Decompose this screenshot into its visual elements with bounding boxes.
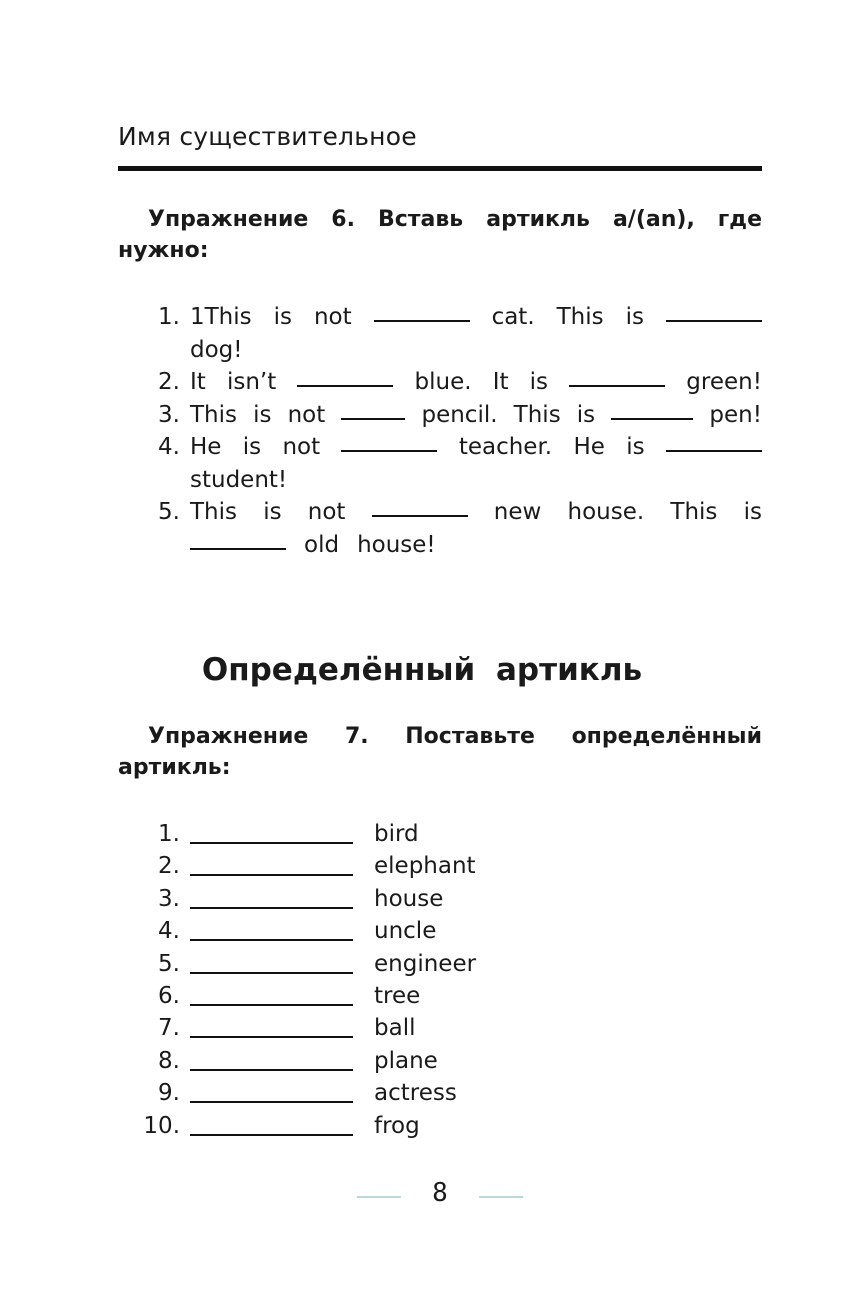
answer-blank[interactable]: [341, 417, 405, 420]
word: is: [743, 499, 762, 525]
exercise-6-title-line2: нужно:: [118, 238, 209, 263]
word: house!: [357, 531, 436, 558]
word: This: [513, 401, 561, 428]
running-head: Имя существительное: [118, 122, 417, 151]
exercise-6-title: [118, 204, 762, 266]
item-number: 4.: [158, 434, 180, 460]
item-number: 2.: [158, 853, 180, 880]
item-word: actress: [374, 1080, 457, 1107]
item-number: 6.: [158, 982, 180, 1009]
item-word: engineer: [374, 950, 477, 977]
answer-blank[interactable]: [374, 319, 470, 322]
answer-blank[interactable]: [190, 547, 286, 550]
word: is: [253, 401, 272, 428]
answer-blank[interactable]: [190, 907, 353, 909]
answer-blank[interactable]: [666, 449, 762, 452]
word: green!: [686, 369, 762, 395]
list-item: [118, 431, 762, 496]
item-word: house: [374, 885, 444, 912]
list-item: [118, 496, 762, 561]
word: not: [313, 304, 352, 330]
footer-dash-left: [357, 1196, 401, 1198]
item-word: frog: [374, 1112, 420, 1139]
answer-blank[interactable]: [190, 1069, 353, 1071]
list-item: [118, 366, 762, 399]
answer-blank[interactable]: [190, 874, 353, 876]
answer-blank[interactable]: [297, 384, 393, 387]
answer-blank[interactable]: [666, 319, 762, 322]
item-word: tree: [374, 982, 421, 1009]
answer-blank[interactable]: [190, 842, 353, 844]
item-word: uncle: [374, 918, 437, 945]
word: new: [493, 499, 542, 525]
exercise-6-list: [118, 301, 762, 561]
item-number: 4.: [158, 918, 180, 945]
word: old: [304, 531, 340, 558]
word: 1This: [190, 304, 252, 330]
answer-blank[interactable]: [569, 384, 665, 387]
word: He: [190, 434, 222, 460]
word: student!: [190, 466, 288, 493]
word: is: [242, 434, 262, 460]
exercise-7-title-line1: Упражнение 7. Поставьте определённый: [148, 724, 762, 749]
exercise-7-title-line2: артикль:: [118, 755, 231, 780]
item-number: 9.: [158, 1080, 180, 1107]
word: isn’t: [226, 369, 277, 395]
page-number: 8: [432, 1178, 448, 1208]
answer-blank[interactable]: [190, 1036, 353, 1038]
word: This: [556, 304, 604, 330]
word: This: [190, 401, 237, 428]
word: is: [529, 369, 549, 395]
page-footer: [0, 1178, 844, 1218]
word: It: [492, 369, 509, 395]
item-number: 3.: [158, 401, 180, 428]
item-number: 5.: [158, 950, 180, 977]
word: blue.: [414, 369, 472, 395]
word: This: [190, 499, 237, 525]
exercise-7-title: [118, 721, 762, 783]
answer-blank[interactable]: [190, 972, 353, 974]
item-number: 2.: [158, 369, 180, 395]
word: This: [670, 499, 718, 525]
word: He: [573, 434, 605, 460]
item-number: 8.: [158, 1047, 180, 1074]
list-item: [118, 301, 762, 366]
word: pen!: [709, 401, 762, 428]
item-word: elephant: [374, 853, 476, 880]
header-rule: [118, 166, 762, 171]
item-number: 3.: [158, 885, 180, 912]
word: is: [263, 499, 282, 525]
item-number: 1.: [158, 304, 180, 330]
word: house.: [567, 499, 645, 525]
item-number: 1.: [158, 821, 180, 847]
answer-blank[interactable]: [372, 514, 468, 517]
word: not: [287, 401, 326, 428]
word: is: [625, 304, 644, 330]
item-number: 5.: [158, 499, 180, 525]
answer-blank[interactable]: [190, 939, 353, 941]
item-word: bird: [374, 821, 419, 847]
word: teacher.: [458, 434, 553, 460]
answer-blank[interactable]: [341, 449, 437, 452]
item-number: 10.: [143, 1112, 180, 1139]
item-word: plane: [374, 1047, 438, 1074]
word: pencil.: [421, 401, 498, 428]
word: It: [190, 369, 206, 395]
word: cat.: [491, 304, 535, 330]
word: is: [626, 434, 645, 460]
word: not: [307, 499, 346, 525]
answer-blank[interactable]: [190, 1134, 353, 1136]
word: is: [273, 304, 292, 330]
exercise-6-title-line1: Упражнение 6. Вставь артикль a/(an), где: [148, 207, 762, 232]
list-item: [118, 399, 762, 432]
item-word: ball: [374, 1015, 416, 1042]
answer-blank[interactable]: [190, 1101, 353, 1103]
section-title: Определённый артикль: [201, 652, 643, 688]
footer-dash-right: [479, 1196, 523, 1198]
word: not: [282, 434, 321, 460]
answer-blank[interactable]: [190, 1004, 353, 1006]
word: dog!: [190, 336, 243, 363]
item-number: 7.: [158, 1015, 180, 1042]
answer-blank[interactable]: [611, 417, 693, 420]
word: is: [576, 401, 596, 428]
